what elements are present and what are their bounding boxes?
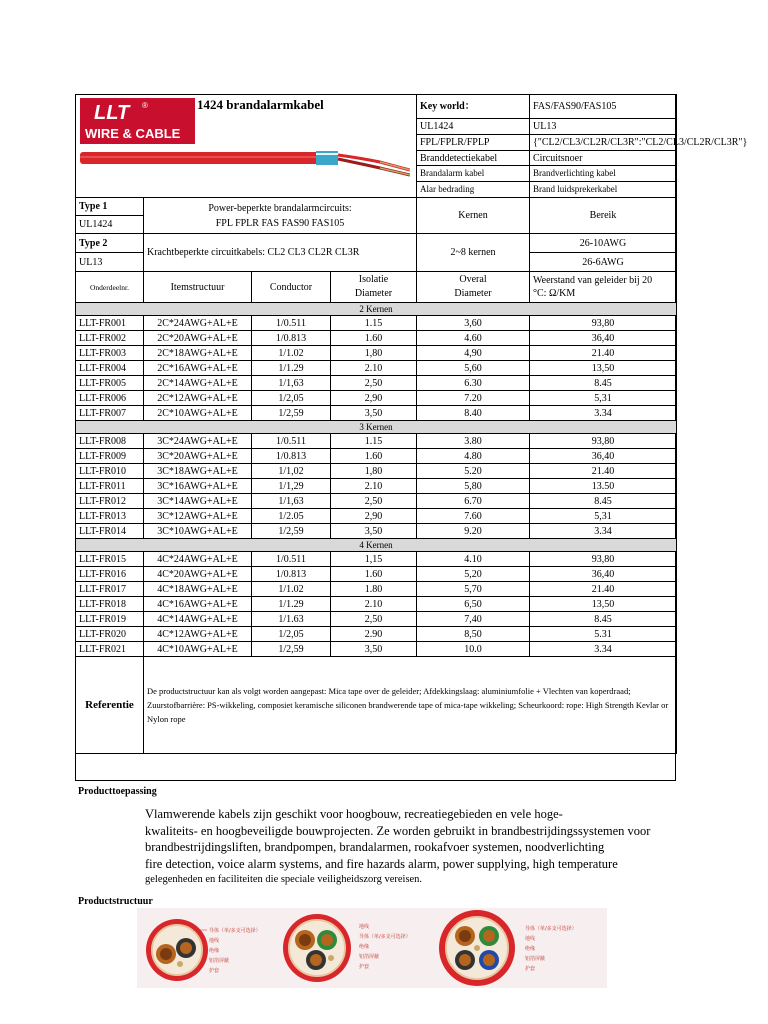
table-row (76, 642, 677, 657)
insulation-diameter: 2,90 (331, 509, 417, 524)
cable-cross-sections (137, 908, 607, 988)
section-header-row (76, 303, 677, 316)
table-row (76, 612, 677, 627)
structure-heading: Productstructuur (78, 896, 153, 907)
label: 绝缘 (525, 946, 536, 952)
key-value: FAS/FAS90/FAS105 (530, 95, 677, 119)
table-row (76, 376, 677, 391)
conductor: 1/0.511 (252, 552, 331, 567)
insulation-diameter: 2.90 (331, 627, 417, 642)
part-number: LLT-FR008 (76, 434, 144, 449)
resistance: 93,80 (530, 552, 677, 567)
table-row (76, 567, 677, 582)
page-title: 1424 brandalarmkabel (197, 97, 324, 112)
label: 地线 (359, 924, 370, 930)
part-number: LLT-FR012 (76, 494, 144, 509)
part-number: LLT-FR009 (76, 449, 144, 464)
item-structure: 2C*18AWG+AL+E (144, 346, 252, 361)
label: 导体（单/多支可选择） (525, 926, 577, 932)
part-number: LLT-FR019 (76, 612, 144, 627)
type1-standard: UL1424 (76, 216, 144, 234)
key-value: {"CL2/CL3/CL2R/CL3R":"CL2/CL3/CL2R/CL3R"} (530, 134, 677, 150)
conductor: 1/2,59 (252, 642, 331, 657)
resistance: 5,31 (530, 391, 677, 406)
overall-diameter: 4.60 (417, 331, 530, 346)
insulation-diameter: 1,80 (331, 464, 417, 479)
overall-diameter: 3,60 (417, 316, 530, 331)
conductor: 1/2,05 (252, 391, 331, 406)
key-value: Brand luidsprekerkabel (530, 182, 677, 198)
insulation-diameter: 1.15 (331, 434, 417, 449)
application-line2: kwaliteits- en hoogbeveiligde bouwprojecten. Ze worden gebruikt in brandbestrijdingssystemen voor (145, 823, 651, 838)
application-line3: brandbestrijdingsliften, brandpompen, brandalarmen, rookafvoer systemen, noodverlichting (145, 840, 605, 854)
part-number: LLT-FR016 (76, 567, 144, 582)
label: 绝缘 (209, 948, 220, 954)
logo-top-text: LLT (94, 102, 130, 124)
key-label: Branddetectiekabel (417, 150, 530, 166)
resistance: 13.50 (530, 479, 677, 494)
resistance: 13,50 (530, 597, 677, 612)
conductor: 1/1.29 (252, 361, 331, 376)
cross-section-3-core (277, 910, 437, 986)
col-insulation-line1: Isolatie (358, 274, 389, 285)
col-item: Itemstructuur (144, 272, 252, 303)
item-structure: 3C*24AWG+AL+E (144, 434, 252, 449)
table-row (76, 406, 677, 421)
col-resistance-line1: Weerstand van geleider bij 20 (533, 275, 653, 286)
item-structure: 4C*18AWG+AL+E (144, 582, 252, 597)
resistance: 3.34 (530, 642, 677, 657)
key-label: UL1424 (417, 119, 530, 135)
overall-diameter: 8,50 (417, 627, 530, 642)
reference-label: Referentie (76, 657, 144, 754)
insulation-diameter: 3,50 (331, 642, 417, 657)
section-title: 3 Kernen (76, 421, 677, 434)
part-number: LLT-FR014 (76, 524, 144, 539)
item-structure: 4C*14AWG+AL+E (144, 612, 252, 627)
item-structure: 4C*24AWG+AL+E (144, 552, 252, 567)
col-insulation (331, 272, 417, 303)
col-resistance-line2: °C: Ω/KM (533, 288, 576, 299)
spec-table (75, 94, 748, 754)
type1-label: Type 1 (76, 198, 144, 216)
part-number: LLT-FR011 (76, 479, 144, 494)
table-row (76, 552, 677, 567)
resistance: 3.34 (530, 524, 677, 539)
application-line4: fire detection, voice alarm systems, and fire hazards alarm, power supplying, high temperature (145, 856, 618, 871)
section-header-row (76, 539, 677, 552)
overall-diameter: 6.70 (417, 494, 530, 509)
label: 地线 (209, 938, 220, 944)
type2-description: Krachtbeperkte circuitkabels: CL2 CL3 CL2R CL3R (144, 234, 417, 272)
conductor: 1/1.02 (252, 582, 331, 597)
item-structure: 3C*20AWG+AL+E (144, 449, 252, 464)
insulation-diameter: 3,50 (331, 406, 417, 421)
table-row (76, 331, 677, 346)
type1-desc-line1: Power-beperkte brandalarmcircuits: (208, 202, 352, 214)
application-line1: Vlamwerende kabels zijn geschikt voor hoogbouw, recreatiegebieden en vele hoge- (145, 807, 563, 821)
part-number: LLT-FR001 (76, 316, 144, 331)
insulation-diameter: 2.10 (331, 361, 417, 376)
label: 绝缘 (359, 944, 370, 950)
insulation-diameter: 2,50 (331, 376, 417, 391)
resistance: 36,40 (530, 331, 677, 346)
key-value: Brandverlichting kabel (530, 166, 677, 182)
table-row (76, 627, 677, 642)
col-insulation-line2: Diameter (354, 288, 393, 299)
item-structure: 2C*24AWG+AL+E (144, 316, 252, 331)
resistance: 8.45 (530, 612, 677, 627)
part-number: LLT-FR021 (76, 642, 144, 657)
table-row (76, 434, 677, 449)
label: 铝箔屏蔽 (209, 958, 230, 964)
key-value: Circuitsnoer (530, 150, 677, 166)
insulation-diameter: 2,50 (331, 612, 417, 627)
col-conductor: Conductor (252, 272, 331, 303)
insulation-diameter: 1.60 (331, 567, 417, 582)
type1-range: Bereik (530, 198, 677, 234)
conductor: 1/1.29 (252, 597, 331, 612)
section-header-row (76, 421, 677, 434)
label: 导体（单/多支可选择） (209, 928, 261, 934)
application-line5: gelegenheden en faciliteiten die speciale veiligheidszorg vereisen. (145, 874, 423, 885)
col-overall (417, 272, 530, 303)
resistance: 93,80 (530, 434, 677, 449)
conductor: 1/1.02 (252, 346, 331, 361)
overall-diameter: 5,60 (417, 361, 530, 376)
col-part: Onderdeelnr. (76, 272, 144, 303)
conductor: 1/0.511 (252, 316, 331, 331)
item-structure: 3C*14AWG+AL+E (144, 494, 252, 509)
resistance: 5.31 (530, 627, 677, 642)
type2-range2: 26-6AWG (530, 253, 677, 272)
overall-diameter: 5,80 (417, 479, 530, 494)
overall-diameter: 7.60 (417, 509, 530, 524)
conductor: 1/2.05 (252, 509, 331, 524)
item-structure: 3C*16AWG+AL+E (144, 479, 252, 494)
table-row (76, 509, 677, 524)
conductor: 1/0.813 (252, 449, 331, 464)
part-number: LLT-FR004 (76, 361, 144, 376)
resistance: 21.40 (530, 464, 677, 479)
application-heading: Producttoepassing (78, 786, 157, 797)
label: 地线 (525, 936, 536, 942)
overall-diameter: 5.20 (417, 464, 530, 479)
key-label: Alar bedrading (417, 182, 530, 198)
resistance: 36,40 (530, 567, 677, 582)
resistance: 36,40 (530, 449, 677, 464)
table-row (76, 597, 677, 612)
part-number: LLT-FR003 (76, 346, 144, 361)
resistance: 5,31 (530, 509, 677, 524)
overall-diameter: 4,90 (417, 346, 530, 361)
conductor: 1/0.511 (252, 434, 331, 449)
key-label: Brandalarm kabel (417, 166, 530, 182)
insulation-diameter: 1,80 (331, 346, 417, 361)
section-title: 2 Kernen (76, 303, 677, 316)
insulation-diameter: 1.15 (331, 316, 417, 331)
conductor: 1/1,02 (252, 464, 331, 479)
item-structure: 4C*16AWG+AL+E (144, 597, 252, 612)
table-row (76, 346, 677, 361)
item-structure: 2C*20AWG+AL+E (144, 331, 252, 346)
label: 护套 (359, 964, 370, 970)
resistance: 3.34 (530, 406, 677, 421)
resistance: 8.45 (530, 494, 677, 509)
type2-range1: 26-10AWG (530, 234, 677, 253)
overall-diameter: 5,70 (417, 582, 530, 597)
type2-cores: 2~8 kernen (417, 234, 530, 272)
conductor: 1/1,29 (252, 479, 331, 494)
llt-logo (80, 98, 195, 144)
part-number: LLT-FR013 (76, 509, 144, 524)
overall-diameter: 7,40 (417, 612, 530, 627)
cable-photo (80, 148, 410, 178)
overall-diameter: 6,50 (417, 597, 530, 612)
resistance: 21.40 (530, 582, 677, 597)
conductor: 1/2,05 (252, 627, 331, 642)
table-row (76, 479, 677, 494)
resistance: 8.45 (530, 376, 677, 391)
conductor: 1/2,59 (252, 524, 331, 539)
table-row (76, 494, 677, 509)
insulation-diameter: 2,50 (331, 494, 417, 509)
table-row (76, 582, 677, 597)
reference-text: De productstructuur kan als volgt worden aangepast: Mica tape over de geleider; Afdekkingslaag: aluminiumfolie + Vlechten van koperdraad; Zuurstofbarrière: PS-wikkeling, composiet keramische siliconen brandwerende tape of mica-tape wikkeling; Scheurkoord: rope: High Strength Kevlar or Nylon rope (144, 657, 677, 754)
resistance: 21.40 (530, 346, 677, 361)
conductor: 1/1.63 (252, 612, 331, 627)
insulation-diameter: 1.60 (331, 449, 417, 464)
svg-text:®: ® (142, 101, 148, 110)
part-number: LLT-FR002 (76, 331, 144, 346)
overall-diameter: 4.10 (417, 552, 530, 567)
resistance: 93,80 (530, 316, 677, 331)
insulation-diameter: 3,50 (331, 524, 417, 539)
table-row (76, 316, 677, 331)
part-number: LLT-FR020 (76, 627, 144, 642)
overall-diameter: 3.80 (417, 434, 530, 449)
part-number: LLT-FR005 (76, 376, 144, 391)
type1-desc-line2: FPL FPLR FAS FAS90 FAS105 (215, 217, 345, 229)
overall-diameter: 5,20 (417, 567, 530, 582)
overall-diameter: 7.20 (417, 391, 530, 406)
insulation-diameter: 1.80 (331, 582, 417, 597)
logo-bottom-text: WIRE & CABLE (85, 126, 181, 141)
item-structure: 2C*14AWG+AL+E (144, 376, 252, 391)
type2-label: Type 2 (76, 234, 144, 253)
table-row (76, 391, 677, 406)
key-value: UL13 (530, 119, 677, 135)
item-structure: 3C*18AWG+AL+E (144, 464, 252, 479)
item-structure: 3C*12AWG+AL+E (144, 509, 252, 524)
resistance: 13,50 (530, 361, 677, 376)
col-overall-line2: Diameter (454, 288, 492, 299)
label: 导体（单/多支可选择） (359, 934, 411, 940)
item-structure: 2C*16AWG+AL+E (144, 361, 252, 376)
cross-section-4-core (435, 908, 607, 988)
item-structure: 4C*10AWG+AL+E (144, 642, 252, 657)
overall-diameter: 4.80 (417, 449, 530, 464)
col-overall-line1: Overal (459, 274, 487, 285)
cross-section-2-core (141, 912, 281, 984)
type1-cores: Kernen (417, 198, 530, 234)
insulation-diameter: 2.10 (331, 479, 417, 494)
type1-description (144, 198, 417, 234)
table-row (76, 524, 677, 539)
overall-diameter: 6.30 (417, 376, 530, 391)
item-structure: 2C*10AWG+AL+E (144, 406, 252, 421)
overall-diameter: 9.20 (417, 524, 530, 539)
part-number: LLT-FR007 (76, 406, 144, 421)
key-label: FPL/FPLR/FPLP (417, 134, 530, 150)
table-row (76, 449, 677, 464)
conductor: 1/2,59 (252, 406, 331, 421)
item-structure: 4C*20AWG+AL+E (144, 567, 252, 582)
conductor: 1/1,63 (252, 376, 331, 391)
item-structure: 2C*12AWG+AL+E (144, 391, 252, 406)
key-label: Key world： (417, 95, 530, 119)
part-number: LLT-FR017 (76, 582, 144, 597)
label: 护套 (209, 968, 220, 974)
table-row (76, 361, 677, 376)
section-title: 4 Kernen (76, 539, 677, 552)
conductor: 1/0.813 (252, 331, 331, 346)
label: 铝箔屏蔽 (525, 956, 546, 962)
conductor: 1/0.813 (252, 567, 331, 582)
application-paragraph (145, 806, 705, 889)
insulation-diameter: 1,15 (331, 552, 417, 567)
col-resistance (530, 272, 677, 303)
part-number: LLT-FR018 (76, 597, 144, 612)
overall-diameter: 10.0 (417, 642, 530, 657)
label: 铝箔屏蔽 (359, 954, 380, 960)
part-number: LLT-FR015 (76, 552, 144, 567)
overall-diameter: 8.40 (417, 406, 530, 421)
type2-standard: UL13 (76, 253, 144, 272)
insulation-diameter: 2.10 (331, 597, 417, 612)
table-row (76, 464, 677, 479)
label: 护套 (525, 966, 536, 972)
part-number: LLT-FR010 (76, 464, 144, 479)
insulation-diameter: 2,90 (331, 391, 417, 406)
insulation-diameter: 1.60 (331, 331, 417, 346)
item-structure: 4C*12AWG+AL+E (144, 627, 252, 642)
part-number: LLT-FR006 (76, 391, 144, 406)
item-structure: 3C*10AWG+AL+E (144, 524, 252, 539)
conductor: 1/1,63 (252, 494, 331, 509)
